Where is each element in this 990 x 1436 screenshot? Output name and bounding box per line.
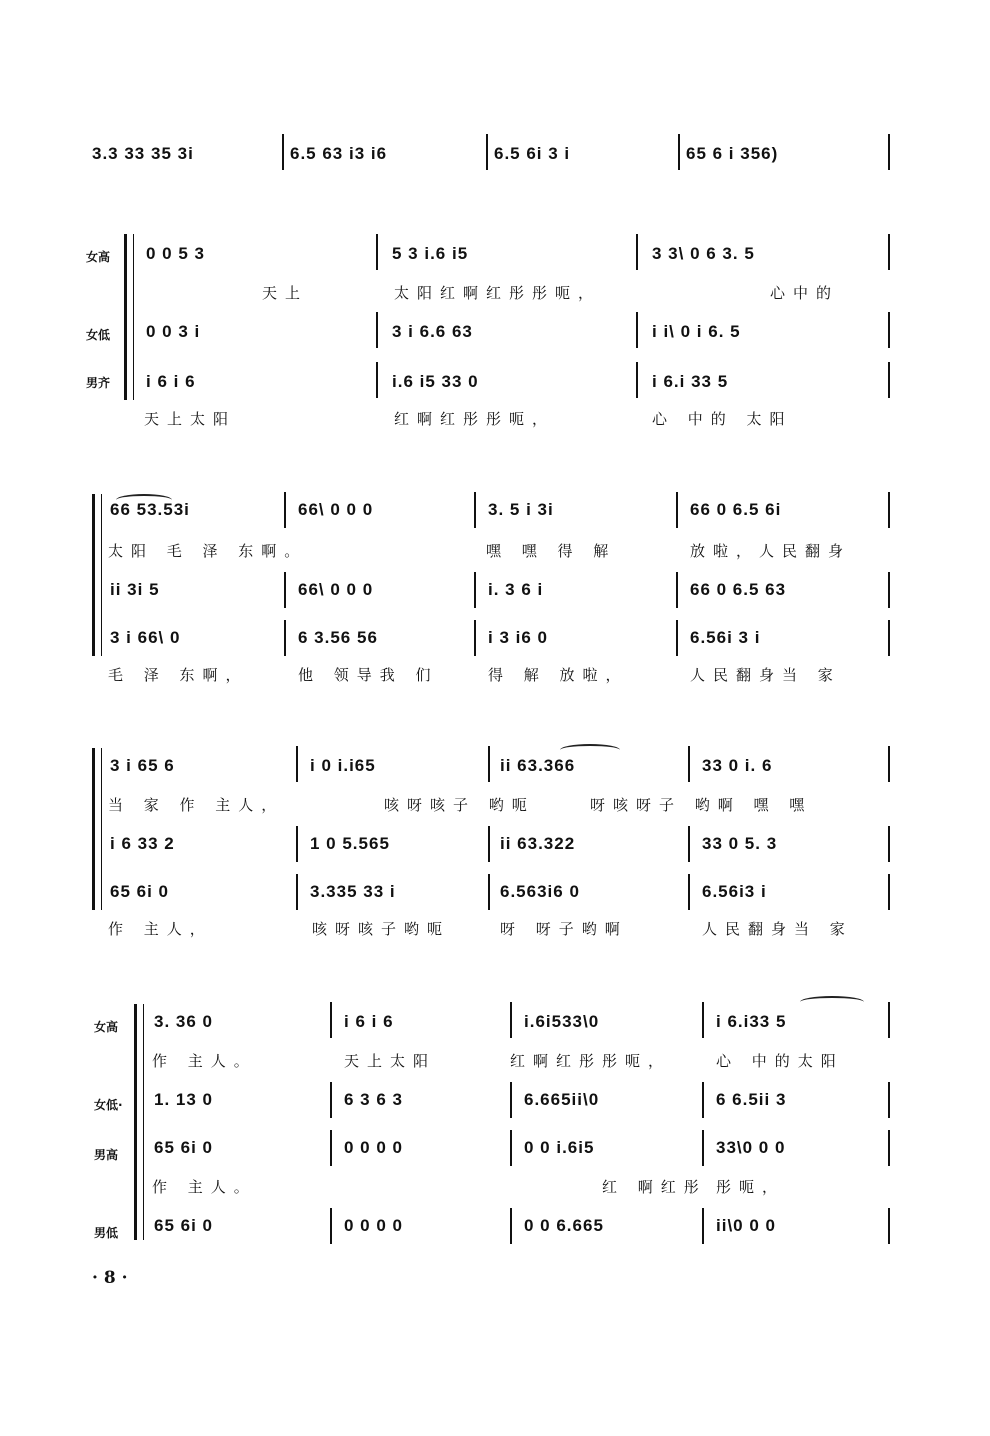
voice1-notes: [0, 1012, 990, 1038]
barline: [888, 746, 890, 782]
barline: [510, 1130, 512, 1166]
barline: [636, 362, 638, 398]
barline: [702, 1002, 704, 1038]
barline: [636, 234, 638, 270]
barline: [688, 746, 690, 782]
slur-mark: [116, 494, 172, 506]
measure: i 6 33 2: [110, 834, 175, 853]
measure: 6.665ii\0: [524, 1090, 600, 1109]
voice2-notes: [0, 322, 990, 348]
slur-mark: [560, 744, 620, 756]
voice3-notes: [0, 882, 990, 908]
measure: 66 0 6.5 63: [690, 580, 787, 599]
slur-mark: [800, 996, 864, 1008]
lyric: 作 主人。: [152, 1052, 257, 1070]
measure: 0 0 0 0: [344, 1138, 403, 1157]
barline: [330, 1208, 332, 1244]
measure: 0 0 0 0: [344, 1216, 403, 1235]
barline: [888, 312, 890, 348]
voice3-notes: [0, 1138, 990, 1164]
measure: 6 6.5ii 3: [716, 1090, 787, 1109]
lyric: 太阳 毛 泽 东啊。: [108, 542, 308, 560]
voice3-lyrics: [0, 664, 990, 690]
measure: 66\ 0 0 0: [298, 500, 374, 519]
page-number: · 8 ·: [92, 1268, 128, 1288]
voice3-notes: [0, 628, 990, 654]
lyric: 彤呃，: [716, 1178, 786, 1196]
barline: [676, 492, 678, 528]
lyric: 心中的: [770, 284, 840, 302]
voice-label: 女低: [86, 328, 111, 342]
voice-label: 男高: [94, 1148, 119, 1162]
lyric: 人民翻身当 家: [702, 920, 853, 938]
barline: [376, 312, 378, 348]
barline: [888, 874, 890, 910]
measure: 65 6i 0: [154, 1138, 213, 1157]
lyric: 呀咳呀子 哟啊 嘿 嘿: [590, 796, 813, 814]
lyric: 作 主人，: [108, 920, 213, 938]
measure: 6 3 6 3: [344, 1090, 403, 1109]
barline: [488, 826, 490, 862]
lyric: 放啦，人民翻身: [690, 542, 852, 560]
measure: 3. 5 i 3i: [488, 500, 554, 519]
voice1-lyrics: [0, 540, 990, 566]
measure: 3 i 65 6: [110, 756, 175, 775]
voice3-notes: [0, 372, 990, 398]
measure: ii 3i 5: [110, 580, 160, 599]
measure: i 6 i 6: [146, 372, 196, 391]
measure: 6.563i6 0: [500, 882, 580, 901]
voice3-lyrics: [0, 408, 990, 434]
lyric: 咳呀咳子哟呃: [312, 920, 451, 938]
barline: [296, 874, 298, 910]
voice1-lyrics: [0, 282, 990, 308]
lyric: 他 领导我 们: [298, 666, 439, 684]
measure: 0 0 3 i: [146, 322, 201, 341]
measure: i 3 i6 0: [488, 628, 548, 647]
barline: [284, 572, 286, 608]
measure: 6 3.56 56: [298, 628, 378, 647]
lyric: 红 啊红彤: [602, 1178, 707, 1196]
measure: 3. 36 0: [154, 1012, 213, 1031]
voice3-lyrics: [0, 918, 990, 944]
voice2-notes: [0, 834, 990, 860]
measure: i. 3 6 i: [488, 580, 544, 599]
lyric: 天上太阳: [144, 410, 237, 428]
measure: ii 63.322: [500, 834, 576, 853]
measure: 66 53.53i: [110, 500, 190, 519]
lyric: 天上太阳: [344, 1052, 437, 1070]
barline: [474, 620, 476, 656]
measure: 65 6i 0: [154, 1216, 213, 1235]
measure: 1. 13 0: [154, 1090, 213, 1109]
barline: [678, 134, 680, 170]
measure: 66\ 0 0 0: [298, 580, 374, 599]
barline: [888, 826, 890, 862]
measure: 65 6i 0: [110, 882, 169, 901]
barline: [510, 1082, 512, 1118]
barline: [376, 362, 378, 398]
lyric: 呀 呀子哟啊: [500, 920, 628, 938]
lyric: 嘿 嘿 得 解: [486, 542, 617, 560]
lyric: 红啊红彤彤呃，: [394, 410, 556, 428]
barline: [688, 826, 690, 862]
barline: [888, 1082, 890, 1118]
measure: 0 0 i.6i5: [524, 1138, 595, 1157]
lyric: 太阳红啊红彤彤呃，: [394, 284, 602, 302]
measure: i 6 i 6: [344, 1012, 394, 1031]
lyric: 作 主人。: [152, 1178, 257, 1196]
measure: 66 0 6.5 6i: [690, 500, 782, 519]
measure: 33 0 5. 3: [702, 834, 778, 853]
barline: [376, 234, 378, 270]
measure: 3 3\ 0 6 3. 5: [652, 244, 755, 263]
voice-label: 女高: [94, 1020, 119, 1034]
barline: [296, 826, 298, 862]
measure: 3.3 33 35 3i: [92, 144, 194, 163]
measure: 6.56i3 i: [702, 882, 767, 901]
barline: [474, 572, 476, 608]
barline: [888, 492, 890, 528]
barline: [282, 134, 284, 170]
measure: 5 3 i.6 i5: [392, 244, 469, 263]
lyric: 得 解 放啦，: [488, 666, 629, 684]
voice1-notes: [0, 244, 990, 270]
system1-notes: [0, 144, 990, 170]
barline: [676, 572, 678, 608]
lyric: 毛 泽 东啊，: [108, 666, 249, 684]
measure: 3.335 33 i: [310, 882, 396, 901]
voice1-notes: [0, 756, 990, 782]
voice2-notes: [0, 1090, 990, 1116]
barline: [488, 746, 490, 782]
measure: i.6i533\0: [524, 1012, 600, 1031]
barline: [888, 1002, 890, 1038]
lyric: 咳呀咳子 哟呃: [384, 796, 535, 814]
voice3-lyrics: [0, 1176, 990, 1202]
barline: [330, 1130, 332, 1166]
voice-label: 男低: [94, 1226, 119, 1240]
measure: i 6.i 33 5: [652, 372, 729, 391]
barline: [702, 1130, 704, 1166]
voice-label: 女低·: [94, 1098, 123, 1112]
barline: [486, 134, 488, 170]
measure: 6.56i 3 i: [690, 628, 761, 647]
lyric: 当 家 作 主人，: [108, 796, 285, 814]
measure: i i\ 0 i 6. 5: [652, 322, 741, 341]
barline: [284, 620, 286, 656]
barline: [888, 620, 890, 656]
measure: i 0 i.i65: [310, 756, 376, 775]
measure: i 6.i33 5: [716, 1012, 787, 1031]
barline: [888, 362, 890, 398]
barline: [510, 1002, 512, 1038]
voice-label: 男齐: [86, 376, 111, 390]
measure: 33 0 i. 6: [702, 756, 773, 775]
barline: [702, 1208, 704, 1244]
voice2-notes: [0, 580, 990, 606]
barline: [510, 1208, 512, 1244]
barline: [888, 1208, 890, 1244]
measure: i.6 i5 33 0: [392, 372, 479, 391]
barline: [330, 1002, 332, 1038]
barline: [488, 874, 490, 910]
measure: 6.5 63 i3 i6: [290, 144, 388, 163]
barline: [688, 874, 690, 910]
barline: [474, 492, 476, 528]
voice-label: 女高: [86, 250, 111, 264]
measure: 65 6 i 356): [686, 144, 779, 163]
barline: [330, 1082, 332, 1118]
system-bracket: [134, 1004, 144, 1240]
lyric: 天上: [262, 284, 309, 302]
lyric: 人民翻身当 家: [690, 666, 841, 684]
barline: [296, 746, 298, 782]
measure: 3 i 66\ 0: [110, 628, 181, 647]
measure: ii 63.366: [500, 756, 576, 775]
measure: 33\0 0 0: [716, 1138, 786, 1157]
barline: [676, 620, 678, 656]
measure: ii\0 0 0: [716, 1216, 776, 1235]
voice1-lyrics: [0, 1050, 990, 1076]
measure: 3 i 6.6 63: [392, 322, 473, 341]
voice1-lyrics: [0, 794, 990, 820]
barline: [702, 1082, 704, 1118]
barline: [888, 134, 890, 170]
barline: [888, 1130, 890, 1166]
voice4-notes: [0, 1216, 990, 1242]
lyric: 心 中的 太阳: [652, 410, 793, 428]
measure: 6.5 6i 3 i: [494, 144, 571, 163]
measure: 1 0 5.565: [310, 834, 390, 853]
barline: [888, 572, 890, 608]
lyric: 心 中的太阳: [716, 1052, 844, 1070]
measure: 0 0 6.665: [524, 1216, 604, 1235]
barline: [284, 492, 286, 528]
barline: [888, 234, 890, 270]
lyric: 红啊红彤彤呃，: [510, 1052, 672, 1070]
barline: [636, 312, 638, 348]
measure: 0 0 5 3: [146, 244, 205, 263]
